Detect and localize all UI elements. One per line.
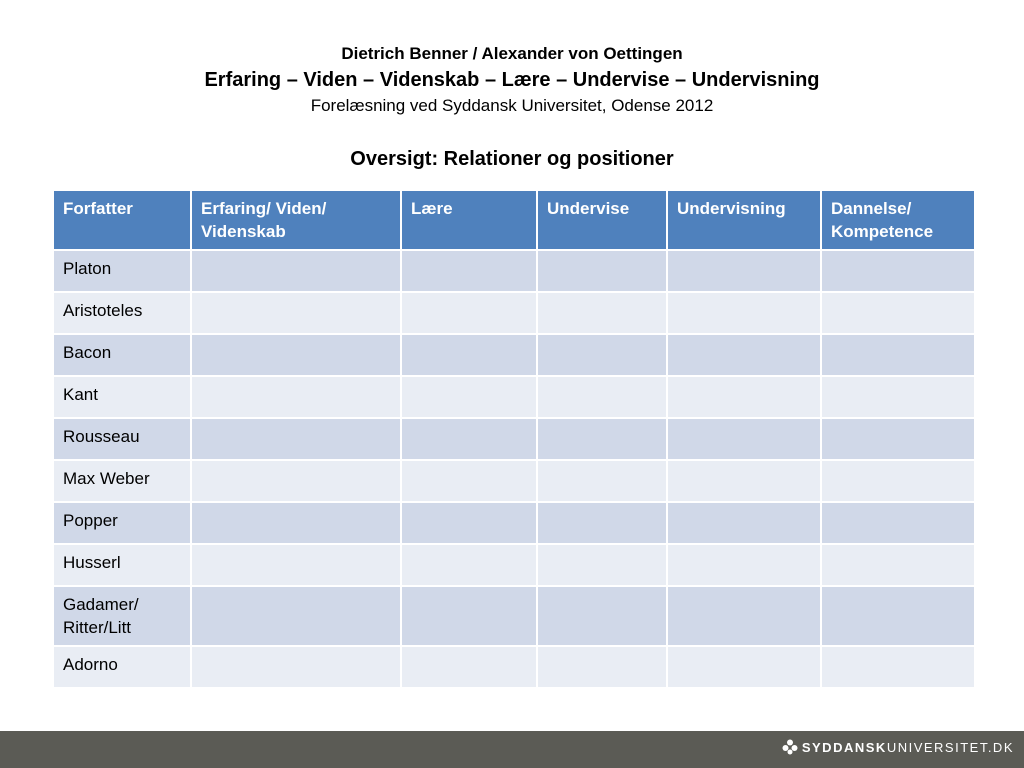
empty-cell [667, 544, 821, 586]
empty-cell [401, 544, 537, 586]
authors-line: Dietrich Benner / Alexander von Oettingen [341, 44, 683, 63]
empty-cell [821, 292, 975, 334]
author-cell: Husserl [53, 544, 191, 586]
empty-cell [667, 376, 821, 418]
author-cell: Max Weber [53, 460, 191, 502]
slide-title: Erfaring – Viden – Videnskab – Lære – Undervise – Undervisning [204, 69, 820, 91]
header-forfatter: Forfatter [53, 190, 191, 250]
empty-cell [821, 502, 975, 544]
empty-cell [191, 250, 401, 292]
logo-text-bold: SYDDANSK [801, 739, 887, 755]
author-cell: Adorno [53, 646, 191, 688]
table-row [53, 292, 975, 334]
empty-cell [821, 460, 975, 502]
table-row [53, 544, 975, 586]
empty-cell [537, 646, 667, 688]
empty-cell [821, 334, 975, 376]
table-row [53, 586, 975, 646]
empty-cell [401, 460, 537, 502]
table-row [53, 646, 975, 688]
empty-cell [667, 646, 821, 688]
empty-cell [191, 292, 401, 334]
author-cell: Bacon [53, 334, 191, 376]
footer-bar [0, 731, 1024, 768]
slide-header [0, 42, 1024, 118]
empty-cell [191, 334, 401, 376]
header-undervisning: Undervisning [667, 190, 821, 250]
empty-cell [191, 418, 401, 460]
empty-cell [537, 544, 667, 586]
lecture-line: Forelæsning ved Syddansk Universitet, Odense 2012 [310, 96, 714, 115]
empty-cell [401, 334, 537, 376]
empty-cell [667, 460, 821, 502]
header-undervise: Undervise [537, 190, 667, 250]
empty-cell [401, 646, 537, 688]
empty-cell [821, 646, 975, 688]
table-row [53, 418, 975, 460]
empty-cell [191, 544, 401, 586]
author-cell: Popper [53, 502, 191, 544]
empty-cell [667, 586, 821, 646]
empty-cell [667, 418, 821, 460]
empty-cell [537, 460, 667, 502]
empty-cell [401, 250, 537, 292]
overview-table [52, 189, 976, 689]
empty-cell [401, 502, 537, 544]
logo-text-light: UNIVERSITET.DK [886, 739, 1014, 755]
empty-cell [537, 334, 667, 376]
university-logo [782, 739, 1014, 755]
header-laere: Lære [401, 190, 537, 250]
empty-cell [537, 250, 667, 292]
empty-cell [537, 502, 667, 544]
empty-cell [191, 460, 401, 502]
empty-cell [401, 292, 537, 334]
empty-cell [537, 586, 667, 646]
author-cell: Kant [53, 376, 191, 418]
empty-cell [667, 250, 821, 292]
author-cell: Gadamer/ Ritter/Litt [53, 586, 191, 646]
empty-cell [667, 292, 821, 334]
empty-cell [401, 376, 537, 418]
empty-cell [191, 646, 401, 688]
empty-cell [821, 586, 975, 646]
empty-cell [401, 418, 537, 460]
empty-cell [667, 502, 821, 544]
author-cell: Platon [53, 250, 191, 292]
table-header-row [53, 190, 975, 250]
empty-cell [537, 292, 667, 334]
header-dannelse-kompetence: Dannelse/ Kompetence [821, 190, 975, 250]
empty-cell [191, 502, 401, 544]
flower-logo-icon [782, 739, 798, 755]
table-row [53, 502, 975, 544]
empty-cell [537, 376, 667, 418]
empty-cell [191, 586, 401, 646]
empty-cell [537, 418, 667, 460]
empty-cell [667, 334, 821, 376]
empty-cell [821, 544, 975, 586]
author-cell: Aristoteles [53, 292, 191, 334]
empty-cell [401, 586, 537, 646]
table-row [53, 460, 975, 502]
author-cell: Rousseau [53, 418, 191, 460]
table-row [53, 376, 975, 418]
table-row [53, 334, 975, 376]
table-row [53, 250, 975, 292]
empty-cell [821, 250, 975, 292]
header-erfaring-viden-videnskab: Erfaring/ Viden/ Videnskab [191, 190, 401, 250]
empty-cell [821, 418, 975, 460]
logo-text [802, 740, 1014, 755]
overview-title: Oversigt: Relationer og positioner [350, 148, 674, 170]
empty-cell [821, 376, 975, 418]
empty-cell [191, 376, 401, 418]
